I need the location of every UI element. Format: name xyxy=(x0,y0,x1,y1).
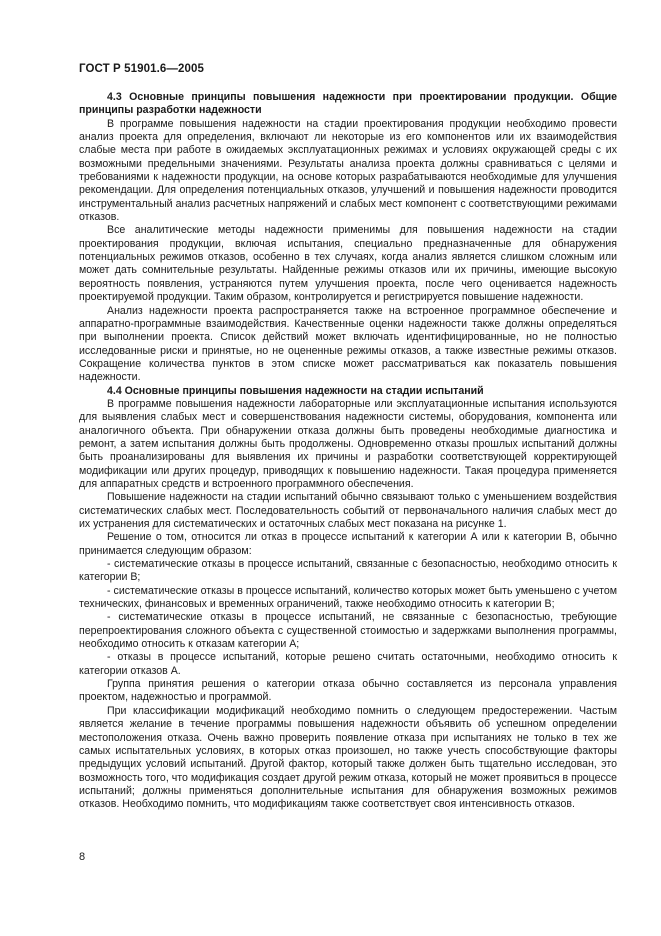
paragraph: При классификации модификаций необходимо помнить о следующем предостережении. Частым является желание в течение программы повышения надежности объявить об успешном определении местоположения отказа. Очень важно проверить появление отказа при испытаниях не только в тех же самых испытательных условиях, в которых отказ произошел, но также учесть способствующие факторы предыдущих условий испытаний. Другой фактор, который также должен быть тщательно исследован, это возможность того, что модификация создает другой режим отказа, который не может проявиться в процессе испытаний; должны применяться дополнительные испытания для обнаружения возможных режимов отказов. Необходимо помнить, что модификациям также соответствует своя интенсивность отказов. xyxy=(79,704,617,811)
paragraph: Повышение надежности на стадии испытаний обычно связывают только с уменьшением воздействия систематических слабых мест. Последовательность событий от первоначального наличия слабых мест до их устранения для систематических и остаточных слабых мест показана на рисунке 1. xyxy=(79,491,617,530)
paragraph: Решение о том, относится ли отказ в процессе испытаний к категории А или к категории В, обычно принимается следующим образом: xyxy=(79,531,617,557)
document-body xyxy=(79,91,617,812)
section-heading-4-3: 4.3 Основные принципы повышения надежности при проектировании продукции. Общие принципы разработки надежности xyxy=(79,91,617,117)
paragraph: В программе повышения надежности лабораторные или эксплуатационные испытания используются для выявления слабых мест и совершенствования надежности системы, оборудования, компонента или аналогичного объекта. При обнаружении отказа должны быть проведены необходимые диагностика и ремонт, а затем испытания должны быть продолжены. Одновременно отказы прошлых испытаний должны быть проанализированы для выявления их причины и разработки соответствующей корректирующей модификации или других процедур, приводящих к повышению надежности. Такая процедура применяется для аппаратных средств и встроенного программного обеспечения. xyxy=(79,397,617,490)
section-heading-4-4: 4.4 Основные принципы повышения надежности на стадии испытаний xyxy=(107,384,484,397)
paragraph: В программе повышения надежности на стадии проектирования продукции необходимо провести анализ проекта для определения, включают ли некоторые из его компонентов или их взаимодействия слабые места при работе в ожидаемых эксплуатационных режимах и условиях окружающей среды с их возможными предельными значениями. Результаты анализа проекта должны сравниваться с целями и требованиями к надежности продукции, на основе которых разрабатываются необходимые для улучшения рекомендации. Для определения потенциальных отказов, улучшений и повышения надежности проводится инструментальный анализ расчетных напряжений и слабых мест компонент с соответствующими режимами отказов. xyxy=(79,117,617,224)
paragraph: Группа принятия решения о категории отказа обычно составляется из персонала управления проектом, надежностью и программой. xyxy=(79,678,617,704)
list-item: - систематические отказы в процессе испытаний, не связанные с безопасностью, требующие перепроектирования сложного объекта с существенной стоимостью и задержками выполнения программы, необходимо относить к отказам категории А; xyxy=(79,611,617,651)
list-item: - систематические отказы в процессе испытаний, связанные с безопасностью, необходимо относить к категории В; xyxy=(79,558,617,584)
list-item: - отказы в процессе испытаний, которые решено считать остаточными, необходимо относить к категории отказов А. xyxy=(79,651,617,677)
paragraph: Все аналитические методы надежности применимы для повышения надежности на стадии проектирования продукции, включая испытания, специально предназначенные для обнаружения потенциальных режимов отказов, особенно в тех случаях, когда анализ является слишком сложным или может дать сомнительные результаты. Найденные режимы отказов или их причины, имеющие высокую вероятность появления, устраняются путем улучшения проекта, после чего оценивается надежность проектируемой продукции. Таким образом, контролируется и регистрируется повышение надежности. xyxy=(79,224,617,304)
list-item: - систематические отказы в процессе испытаний, количество которых может быть уменьшено с учетом технических, финансовых и временных ограничений, также необходимо относить к категории В; xyxy=(79,584,617,611)
document-header: ГОСТ Р 51901.6—2005 xyxy=(79,63,204,75)
page-number: 8 xyxy=(79,851,86,863)
paragraph: Анализ надежности проекта распространяется также на встроенное программное обеспечение и аппаратно-программные взаимодействия. Качественные оценки надежности также должны определяться при выполнении проекта. Список действий может включать идентифицированные, но не полностью исследованные риски и принятые, но не оцененные режимы отказов, а также известные режимы отказов. Сокращение количества пунктов в этом списке может рассматриваться как показатель повышения надежности. xyxy=(79,304,617,384)
